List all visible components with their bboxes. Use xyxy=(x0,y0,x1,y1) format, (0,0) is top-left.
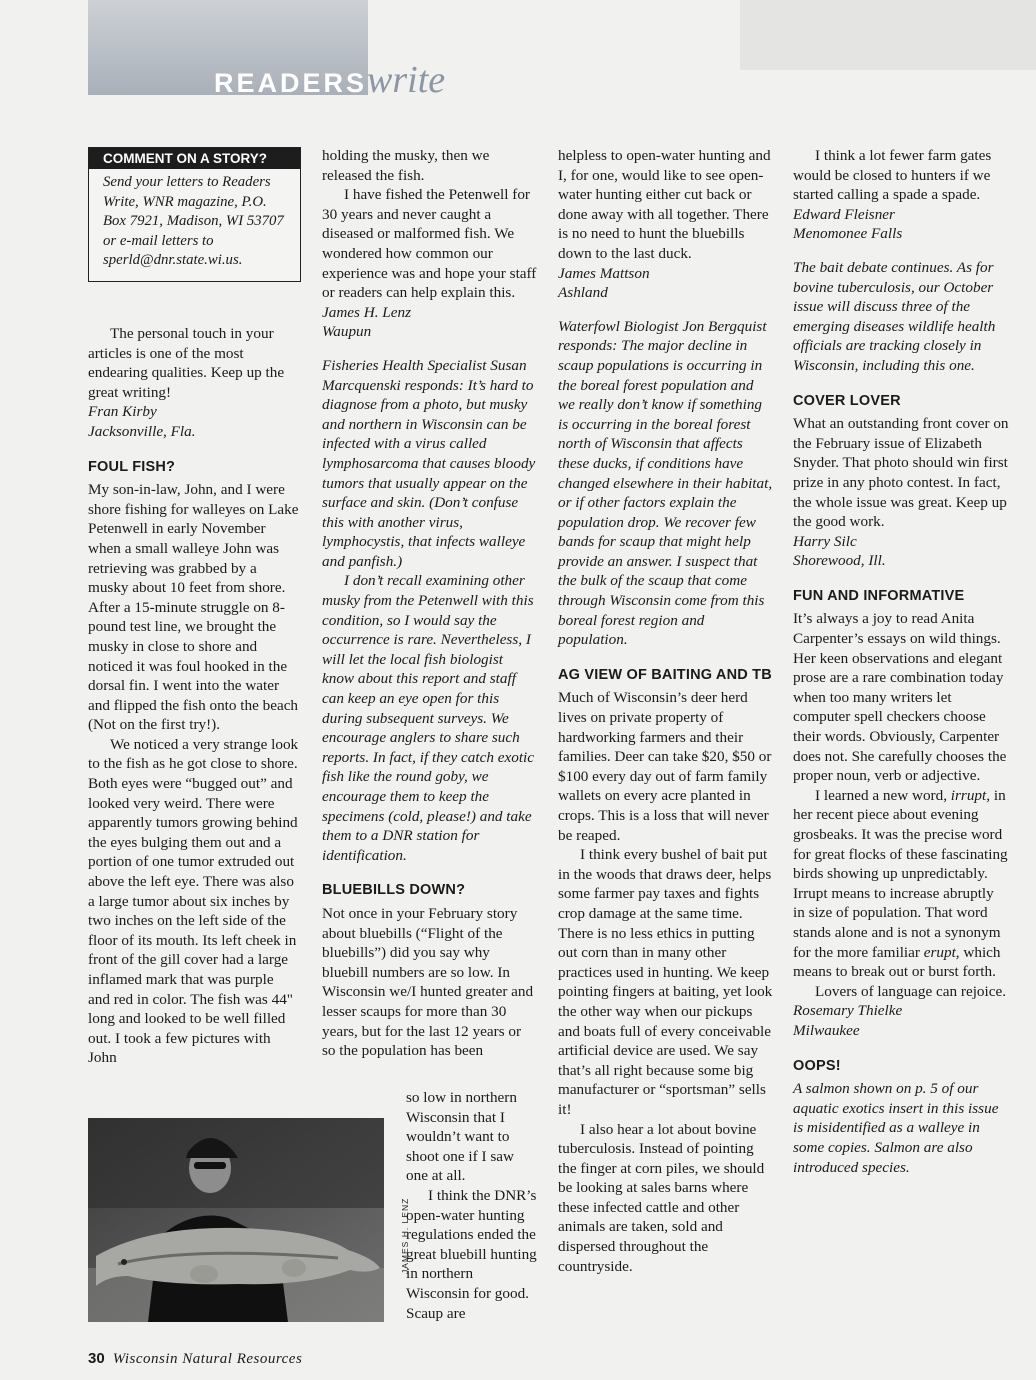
signature-location: Shorewood, Ill. xyxy=(793,552,886,570)
letter-ag-view-p3: I also hear a lot about bovine tuberculosis. Instead of pointing the finger at corn piles, we should be looking at sales barns where these infected cattle and other animals are taken, sold and dispersed throughout the countryside. xyxy=(558,1120,765,1275)
letter-fun-p1: It’s always a joy to read Anita Carpenter’s essays on wild things. Her keen observations and elegant prose are a rare combination today when too many writers let computer spell checkers choose their words. Obviously, Carpenter does not. She carefully chooses the proper noun, verb or adjective. xyxy=(793,610,1007,785)
signature-name: Rosemary Thielke xyxy=(793,1002,903,1020)
column-1 xyxy=(88,324,299,1068)
editor-note-bait: The bait debate continues. As for bovine tuberculosis, our October issue will discuss three of the emerging diseases wildlife health officials are tracking closely in Wisconsin, including this one. xyxy=(793,258,996,374)
signature-location: Ashland xyxy=(558,284,608,302)
letter-bluebills-p2: I think the DNR’s open-water hunting regulations ended the great bluebill hunting in northern Wisconsin for good. Scaup are xyxy=(406,1186,537,1322)
comment-box-title: COMMENT ON A STORY? xyxy=(89,148,300,169)
page-number: 30 xyxy=(88,1350,105,1367)
response-fisheries-p1: Fisheries Health Specialist Susan Marcquenski responds: It’s hard to diagnose from a photo, but musky and northern in Wisconsin can be infected with a virus called lymphosarcoma that causes bloody tumors that usually appear on the surface and skin. (Don’t confuse this with another virus, lymphocystis, that infects walleye and panfish.) xyxy=(322,356,536,570)
musky-photo: JAMES H. LENZ xyxy=(88,1118,384,1322)
signature-name: Edward Fleisner xyxy=(793,205,895,223)
masthead-bleed-through xyxy=(740,0,1036,70)
comment-box-body: Send your letters to Readers Write, WNR magazine, P.O. Box 7921, Madison, WI 53707 or e-mail letters to sperld@dnr.state.wi.us. xyxy=(103,174,284,269)
letter-personal-touch: The personal touch in your articles is one of the most endearing qualities. Keep up the great writing! xyxy=(88,325,285,401)
signature-name: Harry Silc xyxy=(793,532,857,550)
response-fisheries-p2: I don’t recall examining other musky from the Petenwell with this condition, so I would say the occurrence is rare. Nevertheless, I will let the local fish biologist know about this report and staff can keep an eye open for this during subsequent surveys. We encourage anglers to share such reports. In fact, if they catch exotic fish like the round goby, we encourage them to keep the specimens (cold, please!) and take them to a DNR station for identification. xyxy=(322,572,534,864)
letter-bluebills-p3: helpless to open-water hunting and I, for one, would like to see open-water hunting either cut back or done away with all together. There is no need to hunt the bluebills down to the last duck. xyxy=(558,147,771,262)
signature-location: Milwaukee xyxy=(793,1021,860,1039)
signature-name: James Mattson xyxy=(558,264,650,282)
comment-box xyxy=(88,147,301,282)
letter-bluebills-p1: Not once in your February story about bluebills (“Flight of the bluebills”) did you say why bluebill numbers are so low. In Wisconsin we/I hunted greater and lesser scaups for more than 30 years, but for the last 12 years or so the population has been xyxy=(322,904,534,1060)
signature-location: Waupun xyxy=(322,323,372,341)
letter-foul-fish-p3: holding the musky, then we released the fish. xyxy=(322,147,490,184)
heading-bluebills-down: BLUEBILLS DOWN? xyxy=(322,882,466,899)
signature-name: James H. Lenz xyxy=(322,303,412,321)
heading-foul-fish: FOUL FISH? xyxy=(88,458,176,475)
letter-cover-lover: What an outstanding front cover on the February issue of Elizabeth Snyder. That photo should win first prize in any photo contest. In fact, the whole issue was great. Keep up the good work. xyxy=(793,415,1009,531)
heading-fun-informative: FUN AND INFORMATIVE xyxy=(793,587,965,604)
heading-cover-lover: COVER LOVER xyxy=(793,392,901,409)
signature-location: Menomonee Falls xyxy=(793,225,903,243)
section-title xyxy=(214,58,445,102)
section-title-readers: READERS xyxy=(214,68,368,98)
signature-name: Fran Kirby xyxy=(88,403,157,421)
column-2 xyxy=(322,146,538,1061)
magazine-name: Wisconsin Natural Resources xyxy=(112,1351,303,1367)
page-footer xyxy=(88,1350,302,1368)
column-2-wrap xyxy=(406,1088,538,1323)
letter-foul-fish-p1: My son-in-law, John, and I were shore fishing for walleyes on Lake Petenwell in early November when a small walleye John was retrieving was grabbed by a musky about 10 feet from shore. After a 15-minute struggle on 8-pound test line, we brought the musky in close to shore and noticed it was foul hooked in the dorsal fin. I went into the water and flipped the fish onto the beach (Not on the first try!). xyxy=(88,481,299,734)
signature-location: Jacksonville, Fla. xyxy=(88,422,196,440)
letter-ag-view-p4: I think a lot fewer farm gates would be closed to hunters if we started calling a spade a spade. xyxy=(793,147,992,204)
letter-foul-fish-p4: I have fished the Petenwell for 30 years and never caught a diseased or malformed fish. We wondered how common our experience was and hope your staff or readers can help explain this. xyxy=(322,186,537,302)
letter-ag-view-p1: Much of Wisconsin’s deer herd lives on private property of hardworking farmers and their families. Deer can take $20, $50 or $100 every day out of farm family wallets on every acre planted in crops. This is a loss that will never be reaped. xyxy=(558,689,772,844)
section-title-write: write xyxy=(367,59,446,101)
column-3 xyxy=(558,146,774,1276)
letter-ag-view-p2: I think every bushel of bait put in the woods that draws deer, helps some farmer pay taxes and fights crop damage at the same time. There is no less ethics in putting out corn than in many other practices used in hunting. We keep pointing fingers at baiting, yet look the other way when our pickups and boats full of every conceivable artificial device are used. We say that’s all right because some big manufacturer or “sportsman” sells it! xyxy=(558,846,773,1118)
response-waterfowl: Waterfowl Biologist Jon Bergquist responds: The major decline in scaup populations is occurring in the boreal forest population and we really don’t know if something is occurring in the boreal forest north of Wisconsin that affects these ducks, if conditions have changed elsewhere in their habitat, or if other factors explain the population drop. We recover few bands for scaup that might help provide an answer. I suspect that the bulk of the scaup that come through Wisconsin come from this boreal forest region and population. xyxy=(558,317,773,649)
correction-oops: A salmon shown on p. 5 of our aquatic exotics insert in this issue is misidentified as a walleye in some copies. Salmon are also introduced species. xyxy=(793,1080,999,1176)
heading-oops: OOPS! xyxy=(793,1057,841,1074)
letter-foul-fish-p2: We noticed a very strange look to the fish as he got close to shore. Both eyes were “bugged out” and looked very weird. There were apparently tumors growing behind the eyes bulging them out and a portion of one tumor extruded out above the left eye. There was also a large tumor about six inches by two inches on the left side of the floor of its mouth. Its left cheek in front of the gill cover had a large inflamed mark that was purple and red in color. The fish was 44" long and looked to be well filled out. I took a few pictures with John xyxy=(88,735,299,1067)
musky-photo-image xyxy=(88,1118,384,1322)
heading-ag-view: AG VIEW OF BAITING AND TB xyxy=(558,666,772,683)
letter-fun-p3: Lovers of language can rejoice. xyxy=(815,982,1007,1000)
letter-bluebills-p1-cont: so low in northern Wisconsin that I wouldn’t want to shoot one if I saw one at all. xyxy=(406,1089,517,1185)
column-4 xyxy=(793,146,1009,1177)
letter-fun-p2: I learned a new word, irrupt, in her recent piece about evening grosbeaks. It was the precise word for great flocks of these fascinating birds showing up unpredictably. Irrupt means to increase abruptly in size of population. That word stands alone and is not a synonym for the more familiar erupt, which means to break out or burst forth. xyxy=(793,786,1008,981)
